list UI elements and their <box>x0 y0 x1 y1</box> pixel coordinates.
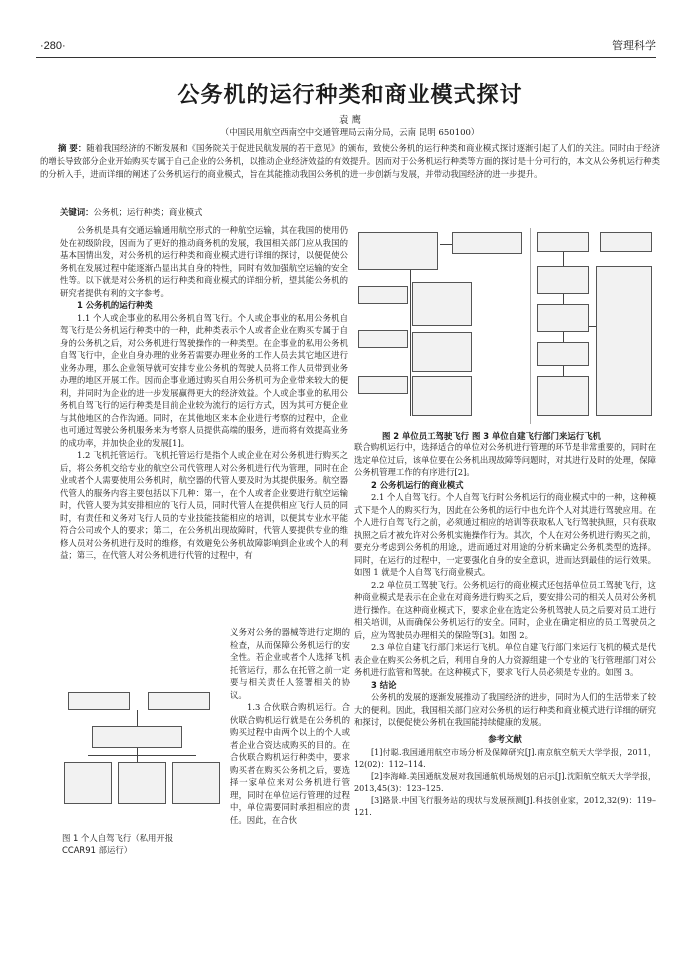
fig-connector <box>563 252 564 266</box>
figure-2-3 <box>352 226 658 428</box>
fig1-connector <box>137 710 138 726</box>
running-header: 管理科学 <box>612 40 656 52</box>
fig-connector <box>563 366 564 376</box>
section-heading-2: 2 公务机运行的商业模式 <box>371 479 464 490</box>
fig1-box-left <box>64 762 112 804</box>
fig-divider <box>530 228 531 424</box>
abstract-text: 随着我国经济的不断发展和《国务院关于促进民航发展的若干意见》的颁布，致使公务机的运行种类和商业模式探讨逐渐引起了人们的关注。同时由于经济的增长导致部分企业开始购买专属于自己企业的公务机，以推动企业经济效益的有效提升。因而对于公务机运行种类等方面的探讨是十分可行的，本文从公务机运行种类的分析入手，进而详细的阐述了公务机运行的商业模式，旨在其能推动我国公务机的进一步创新与发展，并带动我国经济的进一步提升。 <box>40 143 660 179</box>
fig-connector <box>563 294 564 304</box>
fig-connector <box>410 270 411 416</box>
figure-1 <box>62 690 222 826</box>
reference-item: [3]路景.中国飞行服务站的现状与发展预测[J].科技创业家，2012,32(9)：119–121. <box>354 796 656 817</box>
fig2-box <box>412 332 472 372</box>
fig3-box <box>537 376 589 416</box>
abstract-label: 摘 要： <box>58 143 87 153</box>
section-heading-3: 3 结论 <box>371 679 397 690</box>
keywords <box>60 206 202 218</box>
fig2-box <box>412 376 472 416</box>
figure-1-caption-line-1: 图 1 个人自驾飞行（私用开报 <box>62 833 174 843</box>
paragraph-1-3: 1.3 合伙联合购机运行。合伙联合购机运行就是在公务机的购买过程中由两个以上的个人或者企业合资达成购买的目的。在合伙联合购机运行种类中，要求购买者在购买公务机之后，要选择一家单位来对公务机进行管理，同时在单位运行管理的过程中，单位需要同时承担相应的责任。因此，在合伙 <box>230 702 350 825</box>
fig2-box <box>358 286 408 304</box>
keywords-text: 公务机；运行种类；商业模式 <box>93 207 203 217</box>
figure-2-3-caption: 图 2 单位员工驾驶飞行 图 3 单位自建飞行部门来运行飞机 <box>382 431 601 441</box>
fig-connector <box>563 332 564 342</box>
figure-1-caption-line-2: CCAR91 部运行） <box>62 845 133 855</box>
paragraph-3: 公务机的发展的逐渐发展推动了我国经济的进步，同时为人们的生活带来了较大的便利。因此，我国相关部门应对公务机的运行种类和商业模式进行详细的研究和探讨，以便促使公务机在我国能持续健康的发展。 <box>354 692 656 727</box>
fig-connector <box>440 244 452 245</box>
fig3-box <box>537 266 589 294</box>
paragraph-2-3: 2.3 单位自建飞行部门来运行飞机。单位自建飞行部门来运行飞机的模式是代表企业在购买公务机之后，利用自身的人力资源组建一个专业的飞行管理部门对公务机进行监管和驾驶。在这种模式下，要求飞行人员必须是专业的。如图 3。 <box>354 642 656 677</box>
figure-1-caption <box>62 832 227 856</box>
fig1-box-center <box>118 762 166 804</box>
right-paragraph-continued: 联合购机运行中，选择适合的单位对公务机进行管理的环节是非常重要的，同时在选定单位过后，该单位要在公务机出现故障等问题时，对其进行及时的处理，保障公务机管理工作的有序进行[2]。 <box>354 442 656 477</box>
fig2-box <box>358 376 408 394</box>
paragraph-1-2: 1.2 飞机托管运行。飞机托管运行是指个人或企业在对公务机进行购买之后，将公务机交给专业的航空公司代管理人对公务机进行代为管理，同时在企业或者个人需要使用公务机时，航空器的代管人要及时为其提供服务。航空器代管人的服务内容主要包括以下几种：第一，在个人或者企业要进行航空运输时，代管人要为其安排相应的飞行人员，同时代管人在提供相应飞行人员的同时，有责任和义务对飞行人员的专业技能技能相应的培训，以便其专业水平能符合公司或个人的要求；第二，在公务机出现故障时，代管人要提供专业的维修人员对公务机进行及时的维修，有效避免公务机故障影响到企业或个人的利益；第三，在代管人对公务机进行代管的过程中，有 <box>60 450 348 560</box>
reference-item: [2]李海峰.美国通航发展对我国通航机场规划的启示[J].沈阳航空航天大学学报，2013,45(3)：123–125. <box>354 772 656 793</box>
fig3-box <box>537 342 589 366</box>
fig-connector <box>589 326 596 327</box>
affiliation: （中国民用航空西南空中交通管理局云南分局，云南 昆明 650100） <box>220 128 480 138</box>
fig1-box-top-left <box>68 692 130 710</box>
narrow-column <box>230 626 350 826</box>
fig1-connector <box>88 755 196 756</box>
reference-item: [1]付聪.我国通用航空市场分析及保障研究[J].南京航空航天大学学报，2011，12(02)：112–114. <box>354 748 656 769</box>
paragraph-1-2-continued: 义务对公务的器械等进行定期的检查，从而保障公务机运行的安全性。若企业或者个人选择飞机托管运行，那么在托管之前一定要与相关责任人签署相关的协议。 <box>230 627 350 700</box>
fig3-box <box>537 304 589 332</box>
fig2-box <box>358 232 438 270</box>
fig2-box <box>358 330 408 348</box>
keywords-label: 关键词： <box>60 207 94 217</box>
paragraph-1-1: 1.1 个人或企事业的私用公务机自驾飞行。个人或企事业的私用公务机自驾飞行是公务机运行种类中的一种，此种类表示个人或者企业在购买专属于自身的公务机之后，对公务机进行驾驶操作的一种类型。在企事业的私用公务机自驾飞行中，企业自身办理的业务若需要办理业务的工作人员去其它地区进行业务办理，那么企业领导就可安排专业公务机的驾驶人员将工作人员带到业务办理的地区开展工作。因而企事业通过购买自用公务机可为企业带来较大的便利，并同时为企业的进一步发展赢得更大的经济效益。个人或企事业的私用公务机自驾飞行的运行种类是目前企业较为流行的运行方式，因为其可方便企业与其他地区的合作沟通。同时，在其他地区来本企业进行考察的过程中，企业也可通过驾驶公务机服务来为考察人员提供高端的服务，进而将有效提高业务的成功率，并加快企业的发展[1]。 <box>60 312 348 448</box>
abstract <box>40 142 660 181</box>
header-rule <box>36 57 656 58</box>
section-heading-1: 1 公务机的运行种类 <box>77 300 153 310</box>
author: 袁 鹰 <box>338 115 362 126</box>
intro-paragraph: 公务机是具有交通运输通用航空形式的一种航空运输，其在我国的使用仍处在初级阶段，因而为了更好的推动商务机的发展，我国相关部门应从我国的基本国情出发，对公务机的运行种类和商业模式进行详细的探讨，以便促使公务机在发展过程中能逐渐凸显出其自身的特性，同时有效加强航空运输的安全性等。以下就是对公务机的运行种类和商业模式的详细分析，望其能公务机的研究者提供有利的文字参考。 <box>60 225 348 298</box>
references-title: 参考文献 <box>488 733 522 744</box>
fig1-box-mid <box>92 726 182 748</box>
fig1-box-right <box>172 762 220 804</box>
paragraph-2-1: 2.1 个人自驾飞行。个人自驾飞行时公务机运行的商业模式中的一种，这种模式下是个人的购买行为，因此在公务机的运行中也允许个人对其进行驾驶应用。在个人进行自驾飞行之前，必须通过相应的培训等获取私人飞行驾驶执照，只有获取执照之后才被允许对公务机实施操作行为。其次，个人在对公务机进行购买之前，要充分考虑到公务机的用途,，进而通过对用途的分析来确定公务机类型的选择。同时，在运行的过程中，一定要强化自身的安全意识，进而达到最佳的运行效果。如图 1 就是个人自驾飞行商业模式。 <box>354 492 656 577</box>
fig3-box <box>596 266 652 416</box>
fig1-box-top-right <box>148 692 210 710</box>
page-number: ·280· <box>40 40 66 52</box>
right-column <box>354 441 656 819</box>
left-column <box>60 224 348 562</box>
fig3-box <box>600 232 652 252</box>
fig2-box <box>452 232 522 254</box>
paper-title: 公务机的运行种类和商业模式探讨 <box>177 83 523 108</box>
fig2-box <box>412 282 472 326</box>
paragraph-2-2: 2.2 单位员工驾驶飞行。公务机运行的商业模式还包括单位员工驾驶飞行，这种商业模式是表示在企业在对商务进行购买之后，要安排公司的相关人员对公务机进行操作。在这种商业模式下，要求企业在选定公务机驾驶人员之后要对员工进行相关培训，从而确保公务机运行的安全。同时，企业在确定相应的员工驾驶员之后，应为驾驶员办理相关的保险等[3]。如图 2。 <box>354 579 656 640</box>
fig3-box <box>537 232 589 252</box>
